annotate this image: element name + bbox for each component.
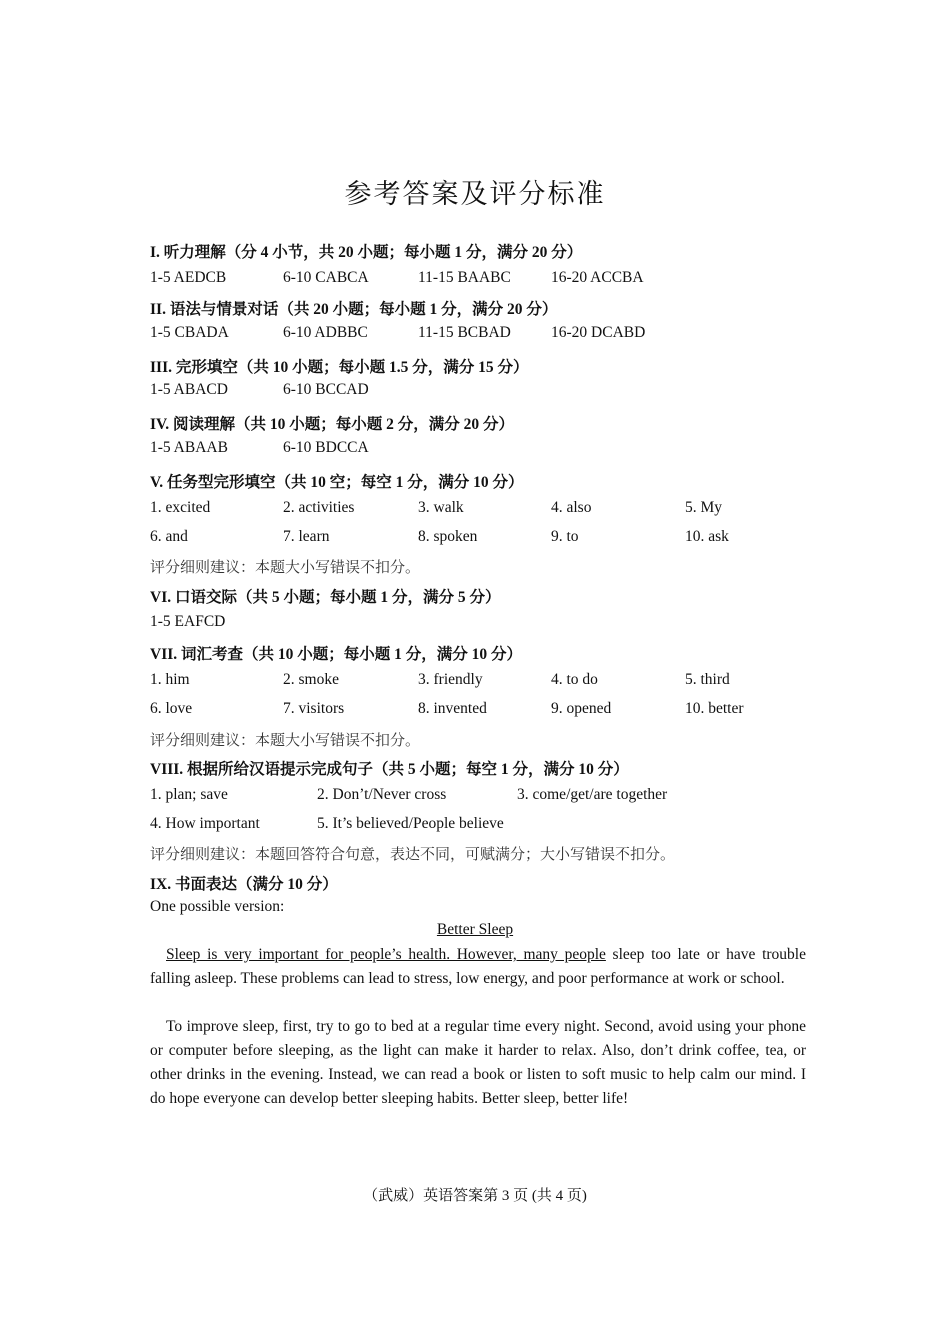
essay-text: sleep too late or have trouble falling asleep. These problems can lead to stress, low energy, and poor performance at work or school. — [150, 946, 806, 987]
section-heading-8: VIII. 根据所给汉语提示完成句子（共 5 小题；每空 1 分，满分 10 分） — [150, 761, 629, 778]
answer-cell: 6-10 ADBBC — [283, 324, 368, 341]
section-heading-6: VI. 口语交际（共 5 小题；每小题 1 分，满分 5 分） — [150, 589, 501, 606]
answer-cell: 8. spoken — [418, 528, 478, 545]
answer-cell: 2. Don’t/Never cross — [317, 786, 447, 803]
essay-underlined-text: Sleep is very important for people’s health. However, many people — [166, 946, 606, 963]
section-heading-7: VII. 词汇考查（共 10 小题；每小题 1 分，满分 10 分） — [150, 646, 523, 663]
grading-note: 评分细则建议：本题大小写错误不扣分。 — [150, 733, 421, 749]
answer-cell: 4. to do — [551, 671, 598, 688]
answer-cell: 1-5 ABAAB — [150, 439, 228, 456]
answer-cell: 9. to — [551, 528, 579, 545]
section-heading-4: IV. 阅读理解（共 10 小题；每小题 2 分，满分 20 分） — [150, 416, 514, 433]
page-title: 参考答案及评分标准 — [344, 179, 606, 209]
answer-cell: 1. him — [150, 671, 190, 688]
grading-note: 评分细则建议：本题大小写错误不扣分。 — [150, 560, 421, 576]
answer-cell: 10. better — [685, 700, 744, 717]
answer-cell: 2. smoke — [283, 671, 339, 688]
answer-cell: 1-5 AEDCB — [150, 269, 227, 286]
answer-cell: 11-15 BCBAD — [418, 324, 511, 341]
answer-cell: 8. invented — [418, 700, 487, 717]
answer-cell: 2. activities — [283, 499, 355, 516]
answer-cell: 4. How important — [150, 815, 260, 832]
answer-cell: 11-15 BAABC — [418, 269, 511, 286]
answer-cell: 1-5 CBADA — [150, 324, 229, 341]
essay-title: Better Sleep — [436, 921, 514, 938]
answer-cell: 16-20 DCABD — [551, 324, 646, 341]
grading-note: 评分细则建议：本题回答符合句意，表达不同，可赋满分；大小写错误不扣分。 — [150, 847, 676, 863]
section-heading-9: IX. 书面表达（满分 10 分） — [150, 876, 338, 893]
essay-paragraph-1 — [150, 943, 806, 991]
answer-cell: 6-10 CABCA — [283, 269, 369, 286]
answer-cell: 1-5 ABACD — [150, 381, 228, 398]
essay-intro: One possible version: — [150, 898, 285, 915]
essay-paragraph-2: To improve sleep, first, try to go to bed at a regular time every night. Second, avoid using your phone or computer before sleeping, as the light can make it harder to relax. Also, don’t drink coffee, tea, or other drinks in the evening. Instead, we can read a book or listen to soft music to help calm our mind. I do hope everyone can develop better sleeping habits. Better sleep, better life! — [150, 1018, 806, 1107]
section-heading-2: II. 语法与情景对话（共 20 小题；每小题 1 分，满分 20 分） — [150, 301, 558, 318]
answer-cell: 1-5 EAFCD — [150, 613, 226, 630]
answer-cell: 6. and — [150, 528, 188, 545]
answer-cell: 7. learn — [283, 528, 330, 545]
answer-cell: 1. excited — [150, 499, 211, 516]
answer-cell: 7. visitors — [283, 700, 345, 717]
answer-cell: 5. third — [685, 671, 730, 688]
section-heading-1: I. 听力理解（分 4 小节，共 20 小题；每小题 1 分，满分 20 分） — [150, 244, 583, 261]
answer-cell: 6-10 BDCCA — [283, 439, 369, 456]
answer-cell: 1. plan; save — [150, 786, 228, 803]
answer-cell: 10. ask — [685, 528, 729, 545]
answer-cell: 5. My — [685, 499, 723, 516]
answer-cell: 6. love — [150, 700, 193, 717]
answer-cell: 6-10 BCCAD — [283, 381, 369, 398]
answer-cell: 3. friendly — [418, 671, 483, 688]
page-footer: （武威）英语答案第 3 页 (共 4 页) — [363, 1188, 587, 1204]
section-heading-3: III. 完形填空（共 10 小题；每小题 1.5 分，满分 15 分） — [150, 359, 529, 376]
answer-cell: 4. also — [551, 499, 592, 516]
answer-cell: 16-20 ACCBA — [551, 269, 644, 286]
answer-cell: 9. opened — [551, 700, 612, 717]
answer-cell: 3. walk — [418, 499, 464, 516]
answer-cell: 3. come/get/are together — [517, 786, 668, 803]
section-heading-5: V. 任务型完形填空（共 10 空；每空 1 分，满分 10 分） — [150, 474, 524, 491]
answer-cell: 5. It’s believed/People believe — [317, 815, 504, 832]
